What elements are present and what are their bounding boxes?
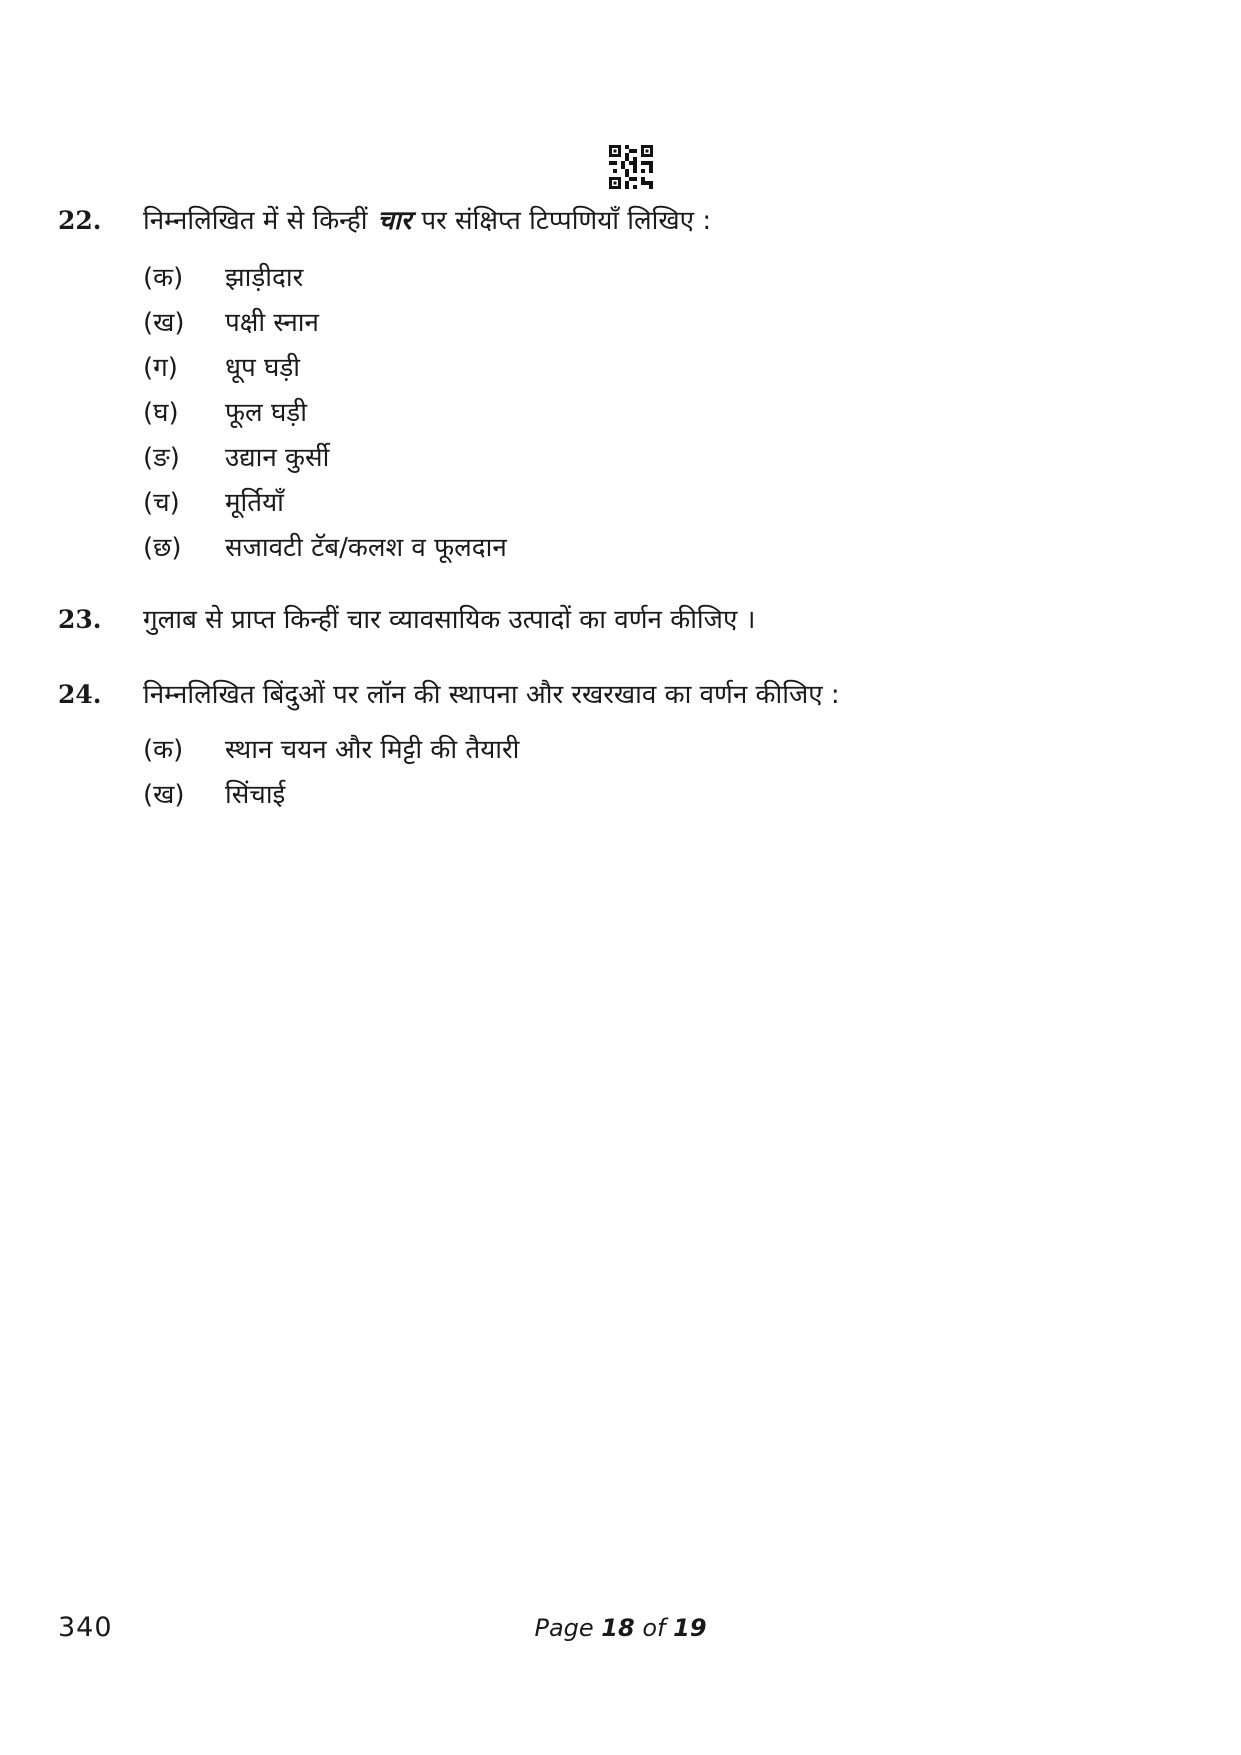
question-text bbox=[143, 204, 711, 238]
sub-question bbox=[143, 393, 1178, 438]
question-22 bbox=[58, 204, 1178, 573]
sub-question bbox=[143, 303, 1178, 348]
sub-question-text: फूल घड़ी bbox=[225, 398, 307, 428]
question-text: निम्नलिखित बिंदुओं पर लॉन की स्थापना और रखरखाव का वर्णन कीजिए : bbox=[143, 680, 840, 710]
page-of: of bbox=[642, 1614, 666, 1642]
sub-question-label: (च) bbox=[143, 488, 180, 518]
qr-code-icon bbox=[609, 145, 653, 189]
sub-question-text: उद्यान कुर्सी bbox=[225, 443, 330, 473]
sub-question-label: (ख) bbox=[143, 308, 185, 338]
question-number: 24. bbox=[58, 680, 102, 709]
question-text-after: पर संक्षिप्त टिप्पणियाँ लिखिए : bbox=[421, 206, 712, 236]
sub-question-label: (छ) bbox=[143, 533, 182, 563]
sub-question-label: (ङ) bbox=[143, 443, 180, 473]
sub-question-label: (क) bbox=[143, 263, 184, 293]
sub-question-text: धूप घड़ी bbox=[225, 353, 301, 383]
sub-question-label: (घ) bbox=[143, 398, 179, 428]
sub-question-text: सजावटी टॅब/कलश व फूलदान bbox=[225, 533, 507, 563]
question-24 bbox=[58, 678, 1178, 820]
sub-question bbox=[143, 483, 1178, 528]
question-emphasis: चार bbox=[377, 206, 412, 236]
page-current: 18 bbox=[601, 1614, 635, 1642]
sub-question-label: (ग) bbox=[143, 353, 178, 383]
sub-question bbox=[143, 258, 1178, 303]
sub-question-list bbox=[143, 258, 1178, 573]
page-total: 19 bbox=[673, 1614, 707, 1642]
sub-question-label: (ख) bbox=[143, 780, 185, 810]
page-number bbox=[0, 1614, 1241, 1642]
question-text: गुलाब से प्राप्त किन्हीं चार व्यावसायिक उत्पादों का वर्णन कीजिए । bbox=[143, 605, 756, 635]
sub-question-text: झाड़ीदार bbox=[225, 263, 304, 293]
sub-question bbox=[143, 730, 1178, 775]
sub-question-list bbox=[143, 730, 1178, 820]
question-number: 22. bbox=[58, 206, 102, 235]
sub-question-text: सिंचाई bbox=[225, 780, 286, 810]
paper-code: 340 bbox=[58, 1612, 113, 1643]
sub-question bbox=[143, 348, 1178, 393]
sub-question-label: (क) bbox=[143, 735, 184, 765]
sub-question-text: मूर्तियाँ bbox=[225, 488, 284, 518]
question-23 bbox=[58, 603, 1178, 637]
sub-question bbox=[143, 775, 1178, 820]
question-text-before: निम्नलिखित में से किन्हीं bbox=[143, 206, 368, 236]
sub-question-text: पक्षी स्नान bbox=[225, 308, 319, 338]
sub-question bbox=[143, 528, 1178, 573]
page-word: Page bbox=[534, 1614, 594, 1642]
sub-question-text: स्थान चयन और मिट्टी की तैयारी bbox=[225, 735, 520, 765]
sub-question bbox=[143, 438, 1178, 483]
question-number: 23. bbox=[58, 605, 102, 634]
